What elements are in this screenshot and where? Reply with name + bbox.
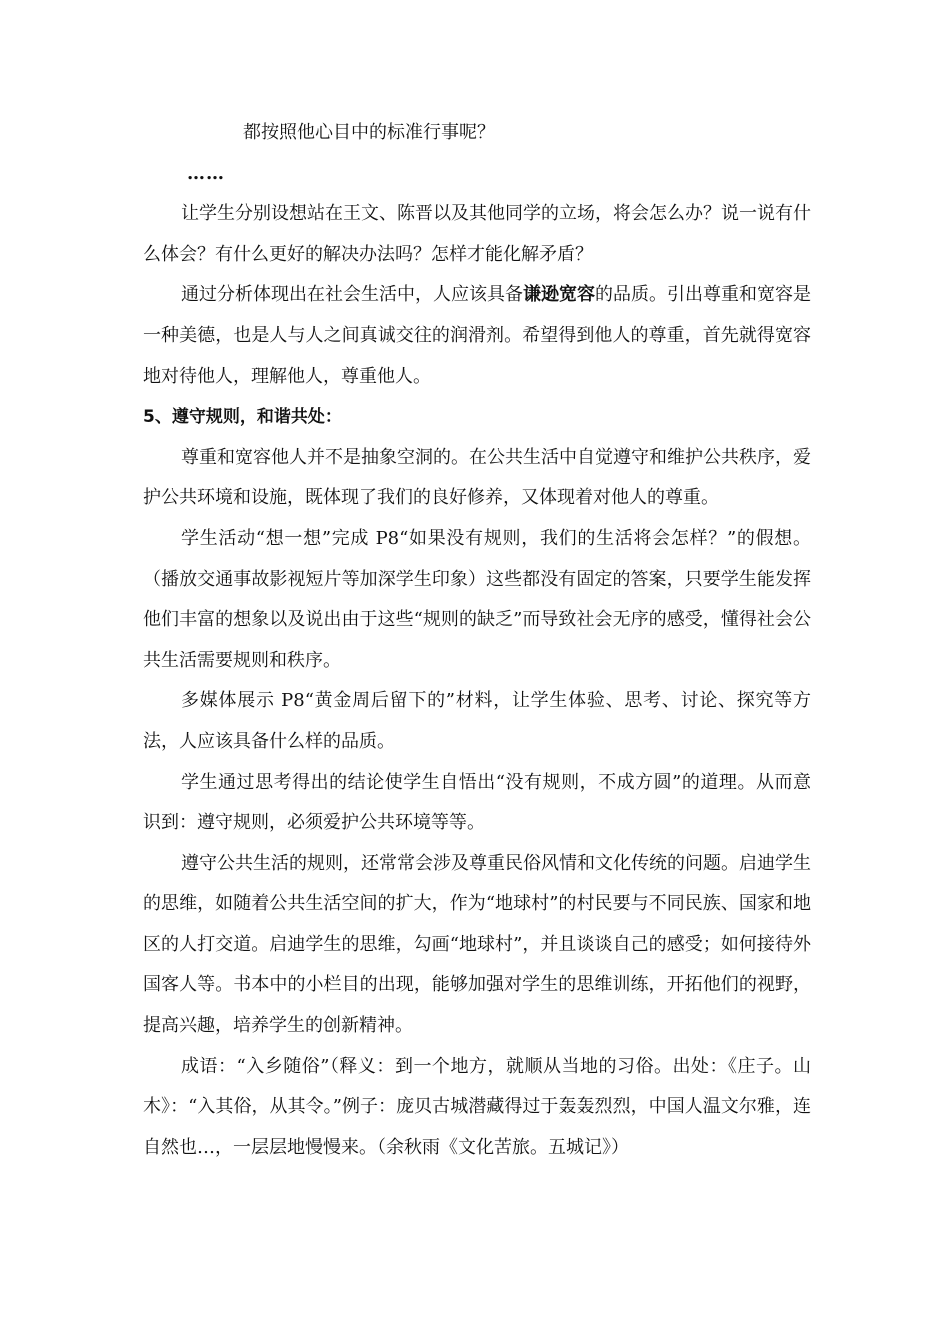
ellipsis-line: …… <box>187 162 225 184</box>
keyword-modesty-tolerance: 谦逊宽容 <box>523 284 595 306</box>
paragraph-modesty-end: 的品质。引出尊重和宽容是一种美德，也是人与人之间真诚交往的润滑剂。希望得到他人的尊重，首先就得宽容地对待他人，理解他人，尊重他人。 <box>143 284 811 387</box>
document-body <box>143 113 811 1168</box>
paragraph-conclusion: 学生通过思考得出的结论使学生自悟出“没有规则，不成方圆”的道理。从而意识到：遵守规则，必须爱护公共环境等等。 <box>143 771 811 834</box>
paragraph-role-play: 让学生分别设想站在王文、陈晋以及其他同学的立场，将会怎么办？说一说有什么体会？有什么更好的解决办法吗？怎样才能化解矛盾？ <box>143 203 811 265</box>
paragraph-modesty <box>143 275 811 397</box>
paragraph-respect: 尊重和宽容他人并不是抽象空洞的。在公共生活中自觉遵守和维护公共秩序，爱护公共环境和设施，既体现了我们的良好修养，又体现着对他人的尊重。 <box>143 446 811 509</box>
paragraph-multimedia: 多媒体展示 P8“黄金周后留下的”材料，让学生体验、思考、讨论、探究等方法，人应该具备什么样的品质。 <box>143 690 811 752</box>
section-heading-5: 5、遵守规则，和谐共处： <box>143 407 342 428</box>
intro-line: 都按照他心目中的标准行事呢？ <box>243 122 495 143</box>
paragraph-modesty-start: 通过分析体现出在社会生活中，人应该具备 <box>181 284 523 306</box>
paragraph-idiom: 成语：“入乡随俗”（释义：到一个地方，就顺从当地的习俗。出处：《庄子。山木》：“入其俗，从其令。”例子：庞贝古城潜藏得过于轰轰烈烈，中国人温文尔雅，连自然也…，一层层地慢慢来。（余秋雨《文化苦旅。五城记》） <box>143 1055 811 1158</box>
paragraph-customs: 遵守公共生活的规则，还常常会涉及尊重民俗风情和文化传统的问题。启迪学生的思维，如随着公共生活空间的扩大，作为“地球村”的村民要与不同民族、国家和地区的人打交道。启迪学生的思维，勾画“地球村”，并且谈谈自己的感受；如何接待外国客人等。书本中的小栏目的出现，能够加强对学生的思维训练，开拓他们的视野，提高兴趣，培养学生的创新精神。 <box>143 852 811 1037</box>
paragraph-activity: 学生活动“想一想”完成 P8“如果没有规则，我们的生活将会怎样？”的假想。（播放交通事故影视短片等加深学生印象）这些都没有固定的答案，只要学生能发挥他们丰富的想象以及说出由于这些“规则的缺乏”而导致社会无序的感受，懂得社会公共生活需要规则和秩序。 <box>143 527 811 671</box>
